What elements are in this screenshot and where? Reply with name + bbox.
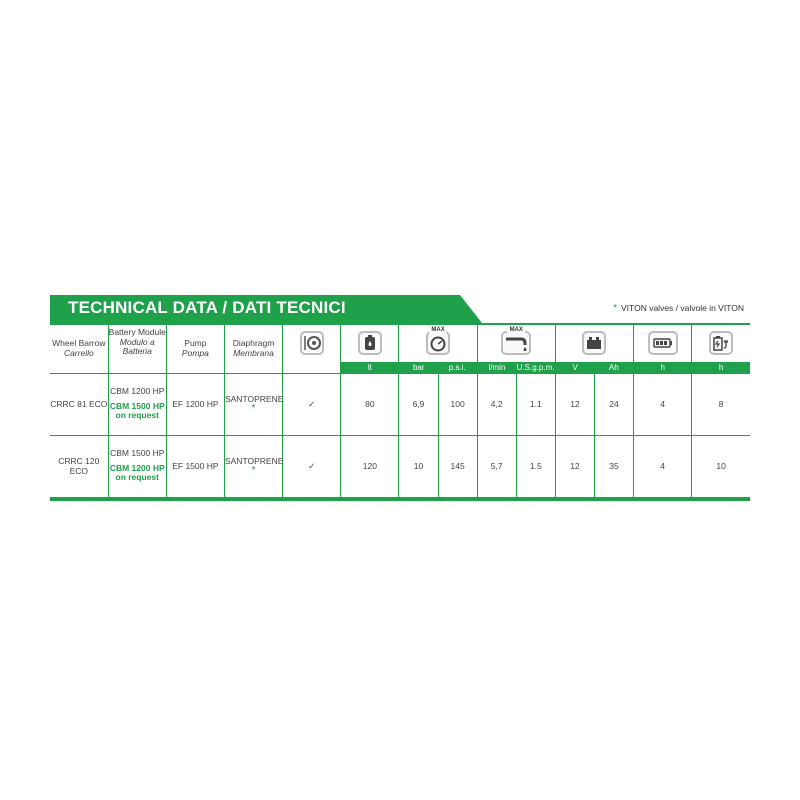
unit-ah: Ah <box>608 362 619 372</box>
value-cell: 145 <box>438 435 477 497</box>
value-cell: 12 <box>555 373 594 435</box>
max-label: MAX <box>431 327 445 333</box>
value-cell: 5,7 <box>477 435 516 497</box>
unit-bar-pressure <box>399 362 476 373</box>
col-header-battery <box>555 325 633 373</box>
table-row <box>50 435 750 497</box>
diaphragm-cell <box>224 373 282 435</box>
value-cell: 1.1 <box>516 373 555 435</box>
header-row <box>50 325 750 373</box>
value-cell: 100 <box>438 373 477 435</box>
col-header-module <box>108 325 166 373</box>
value-cell: 8 <box>692 373 750 435</box>
spec-table <box>50 325 750 498</box>
col-header-model-it: Carrello <box>63 347 94 358</box>
unit-psi: p.s.i. <box>448 362 466 372</box>
module-cell <box>108 373 166 435</box>
col-header-autonomy <box>634 325 692 373</box>
col-header-module-it: Modulo a Batteria <box>119 336 155 356</box>
value-cell: 4 <box>634 373 692 435</box>
hose-reel-icon <box>300 331 324 355</box>
value-cell: 120 <box>341 435 399 497</box>
col-header-pump <box>166 325 224 373</box>
star-icon: * <box>251 465 256 476</box>
diaphragm-text: SANTOPRENE <box>224 456 284 466</box>
col-header-flow <box>477 325 555 373</box>
max-label: MAX <box>509 327 523 333</box>
diaphragm-text: SANTOPRENE <box>224 394 284 404</box>
value-cell: 4 <box>634 435 692 497</box>
col-header-diaphragm-en: Diaphragm <box>232 338 275 349</box>
technical-data-sheet <box>50 295 750 501</box>
col-header-reel <box>283 325 341 373</box>
value-cell: 12 <box>555 435 594 497</box>
value-cell: 1.5 <box>516 435 555 497</box>
unit-bar-flow <box>478 362 555 373</box>
unit-h-autonomy: h <box>634 362 691 373</box>
checkmark-icon: ✓ <box>283 435 341 497</box>
star-icon: * <box>251 403 256 414</box>
unit-lmin: l/min <box>488 362 506 372</box>
charger-icon <box>709 331 733 355</box>
flow-tap-icon <box>501 327 531 355</box>
viton-note <box>613 303 744 314</box>
col-header-pump-en: Pump <box>184 338 207 349</box>
unit-bar-battery <box>556 362 633 373</box>
col-header-pump-it: Pompa <box>181 347 209 358</box>
col-header-recharge <box>692 325 750 373</box>
diaphragm-cell <box>224 435 282 497</box>
value-cell: 10 <box>692 435 750 497</box>
unit-lt: lt <box>341 362 398 373</box>
model-cell: CRRC 120 ECO <box>50 435 108 497</box>
value-cell: 35 <box>594 435 633 497</box>
col-header-tank <box>341 325 399 373</box>
table-row <box>50 373 750 435</box>
value-cell: 80 <box>341 373 399 435</box>
checkmark-icon: ✓ <box>283 373 341 435</box>
unit-bar: bar <box>412 362 425 372</box>
col-header-diaphragm <box>224 325 282 373</box>
bottom-rule <box>50 498 750 501</box>
unit-h-recharge: h <box>692 362 750 373</box>
tank-icon <box>358 331 382 355</box>
star-icon: * <box>613 303 618 314</box>
battery-icon <box>582 331 606 355</box>
value-cell: 10 <box>399 435 438 497</box>
module-standard: CBM 1500 HP <box>110 448 165 459</box>
col-header-diaphragm-it: Membrana <box>233 347 274 358</box>
pressure-gauge-icon <box>426 327 450 355</box>
col-header-module-en: Battery Module <box>108 327 166 337</box>
viton-note-text: VITON valves / valvole in VITON <box>621 303 744 313</box>
pump-cell: EF 1200 HP <box>166 373 224 435</box>
model-cell: CRRC 81 ECO <box>50 373 108 435</box>
unit-v: V <box>572 362 578 372</box>
module-standard: CBM 1200 HP <box>110 386 165 397</box>
col-header-model-en: Wheel Barrow <box>52 338 106 349</box>
unit-usgpm: U.S.g.p.m. <box>516 362 555 372</box>
page-title: TECHNICAL DATA / DATI TECNICI <box>68 298 346 317</box>
pump-cell: EF 1500 HP <box>166 435 224 497</box>
battery-charge-icon <box>648 331 678 355</box>
module-option: CBM 1500 HP on request <box>109 400 165 421</box>
value-cell: 24 <box>594 373 633 435</box>
module-cell <box>108 435 166 497</box>
title-row <box>50 295 750 323</box>
value-cell: 4,2 <box>477 373 516 435</box>
col-header-pressure <box>399 325 477 373</box>
module-option: CBM 1200 HP on request <box>109 462 165 483</box>
value-cell: 6,9 <box>399 373 438 435</box>
col-header-model <box>50 325 108 373</box>
